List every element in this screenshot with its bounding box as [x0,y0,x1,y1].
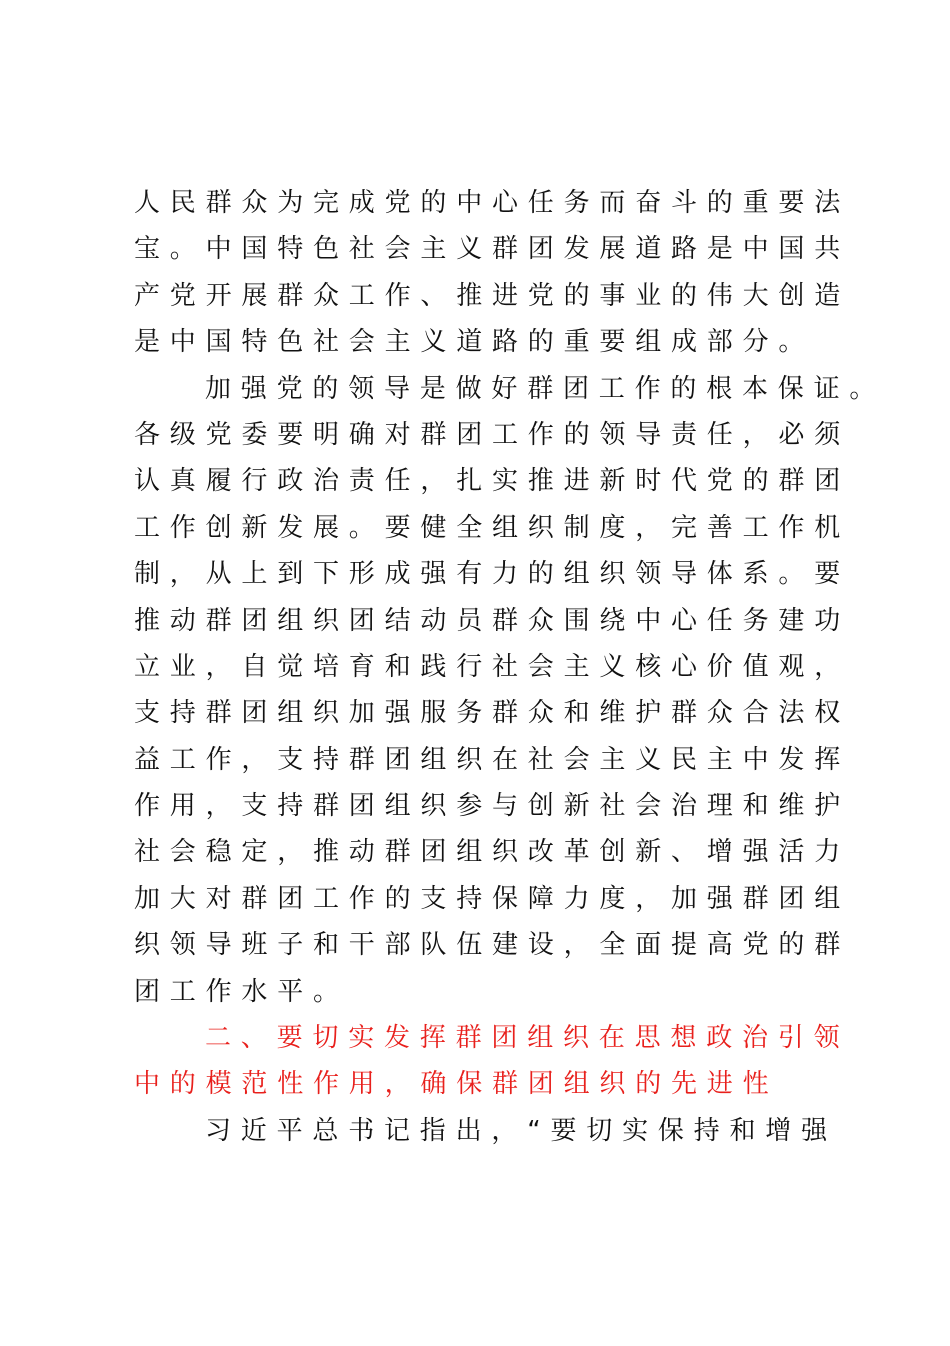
text-line: 作用，支持群团组织参与创新社会治理和维护 [134,791,851,822]
text-line: 人民群众为完成党的中心任务而奋斗的重要法 [134,188,851,218]
text-line: 社会稳定，推动群团组织改革创新、增强活力 [134,837,851,868]
text-line: 习近平总书记指出，“要切实保持和增强 [205,1115,837,1146]
paragraph-2 [134,366,886,1015]
text-line: 织领导班子和干部队伍建设，全面提高党的群 [134,930,851,961]
text-line: 各级党委要明确对群团工作的领导责任，必须 [134,419,851,450]
text-line: 加强党的领导是做好群团工作的根本保证。 [205,373,886,404]
text-line: 加大对群团工作的支持保障力度，加强群团组 [134,883,851,914]
text-line: 益工作，支持群团组织在社会主义民主中发挥 [134,744,851,775]
text-line: 支持群团组织加强服务群众和维护群众合法权 [134,698,851,729]
text-line: 立业，自觉培育和践行社会主义核心价值观， [134,651,851,682]
document-body [134,180,886,1154]
heading-line: 中的模范性作用，确保群团组织的先进性 [134,1069,779,1100]
text-line: 产党开展群众工作、推进党的事业的伟大创造 [134,280,851,311]
paragraph-3 [134,1108,837,1154]
text-line: 认真履行政治责任，扎实推进新时代党的群团 [134,466,851,497]
text-line: 工作创新发展。要健全组织制度，完善工作机 [134,512,851,543]
text-line: 是中国特色社会主义道路的重要组成部分。 [134,327,815,358]
text-line: 推动群团组织团结动员群众围绕中心任务建功 [134,605,851,636]
text-line: 团工作水平。 [134,976,349,1007]
text-line: 制，从上到下形成强有力的组织领导体系。要 [134,559,851,590]
paragraph-1 [134,180,851,366]
text-line: 宝。中国特色社会主义群团发展道路是中国共 [134,234,851,265]
section-heading [134,1015,850,1108]
heading-line: 二、要切实发挥群团组织在思想政治引领 [205,1023,850,1054]
